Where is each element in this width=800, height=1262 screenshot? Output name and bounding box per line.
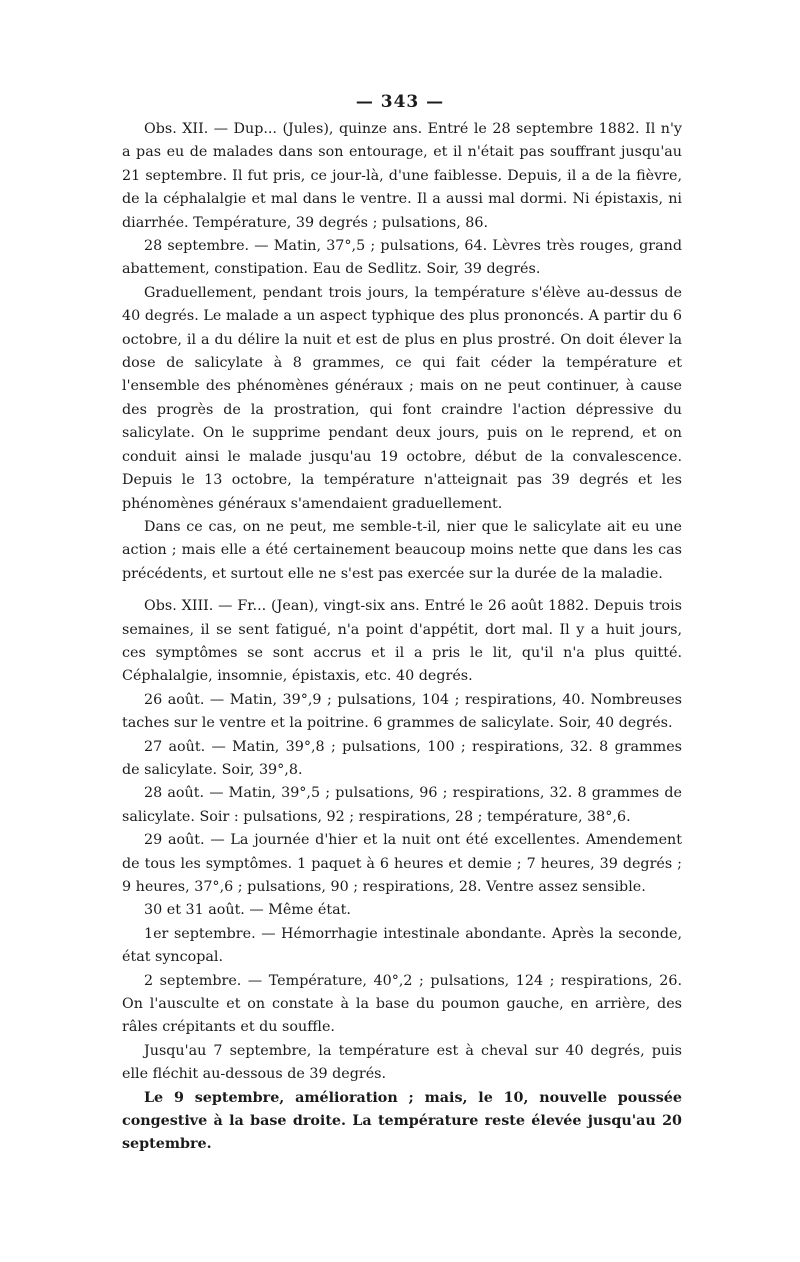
observation-13-sept-9: Le 9 septembre, amélioration ; mais, le 10, nouvelle poussée congestive à la base droite. La température reste élevée jusqu'au 20 septembre.: [122, 1089, 682, 1153]
observation-13-aug-30-31: 30 et 31 août. — Même état.: [144, 902, 351, 919]
observation-12-sept-28: 28 septembre. — Matin, 37°,5 ; pulsations, 64. Lèvres très rouges, grand abattement, constipation. Eau de Sedlitz. Soir, 39 degrés.: [122, 238, 682, 278]
observation-13-sept-1: 1er septembre. — Hémorrhagie intestinale abondante. Après la seconde, état syncopal.: [122, 925, 682, 966]
observation-13-aug-27: 27 août. — Matin, 39°,8 ; pulsations, 100 ; respirations, 32. 8 grammes de salicylate. Soir, 39°,8.: [122, 738, 682, 778]
observation-12-comment: Dans ce cas, on ne peut, me semble-t-il, nier que le salicylate ait eu une action ; mais elle a été certainement beaucoup moins nette que dans les cas précédents, et surtout elle ne s'est pas exercée sur la durée de la maladie.: [122, 518, 682, 582]
observation-12-course: Graduellement, pendant trois jours, la température s'élève au-dessus de 40 degrés. Le malade a un aspect typhique des plus prononcés. A partir du 6 octobre, il a du délire la nuit et est de plus en plus prostré. On doit élever la dose de salicylate à 8 grammes, ce qui fait céder la température et l'ensemble des phénomènes généraux ; mais on ne peut continuer, à cause des progrès de la prostration, qui font craindre l'action dépressive du salicylate. On le supprime pendant deux jours, puis on le reprend, et on conduit ainsi le malade jusqu'au 19 octobre, début de la convalescence. Depuis le 13 octobre, la température n'atteignait pas 39 degrés et les phénomènes généraux s'amendaient graduellement.: [122, 284, 682, 512]
observation-13-sept-7: Jusqu'au 7 septembre, la température est à cheval sur 40 degrés, puis elle fléchit au-dessous de 39 degrés.: [122, 1042, 682, 1083]
page-number: — 343 —: [355, 92, 445, 112]
observation-13-aug-28: 28 août. — Matin, 39°,5 ; pulsations, 96 ; respirations, 32. 8 grammes de salicylate. Soir : pulsations, 92 ; respirations, 28 ; température, 38°,6.: [122, 785, 682, 825]
observation-12-intro: Obs. XII. — Dup... (Jules), quinze ans. Entré le 28 septembre 1882. Il n'y a pas eu de malades dans son entourage, et il n'était pas souffrant jusqu'au 21 septembre. Il fut pris, ce jour-là, d'une faiblesse. Depuis, il a de la fièvre, de la céphalalgie et mal dans le ventre. Il a aussi mal dormi. Ni épistaxis, ni diarrhée. Température, 39 degrés ; pulsations, 86.: [122, 121, 682, 231]
observation-13-intro: Obs. XIII. — Fr... (Jean), vingt-six ans. Entré le 26 août 1882. Depuis trois semaines, il se sent fatigué, n'a point d'appétit, dort mal. Il y a huit jours, ces symptômes se sont accrus et il a pris le lit, qu'il n'a plus quitté. Céphalalgie, insomnie, épistaxis, etc. 40 degrés.: [122, 598, 682, 685]
observation-13-aug-26: 26 août. — Matin, 39°,9 ; pulsations, 104 ; respirations, 40. Nombreuses taches sur le ventre et la poitrine. 6 grammes de salicylate. Soir, 40 degrés.: [122, 691, 682, 732]
body-text: [122, 118, 682, 1157]
observation-13-sept-2: 2 septembre. — Température, 40°,2 ; pulsations, 124 ; respirations, 26. On l'ausculte et on constate à la base du poumon gauche, en arrière, des râles crépitants et du souffle.: [122, 972, 682, 1036]
observation-13-aug-29: 29 août. — La journée d'hier et la nuit ont été excellentes. Amendement de tous les symptômes. 1 paquet à 6 heures et demie ; 7 heures, 39 degrés ; 9 heures, 37°,6 ; pulsations, 90 ; respirations, 28. Ventre assez sensible.: [122, 832, 682, 895]
